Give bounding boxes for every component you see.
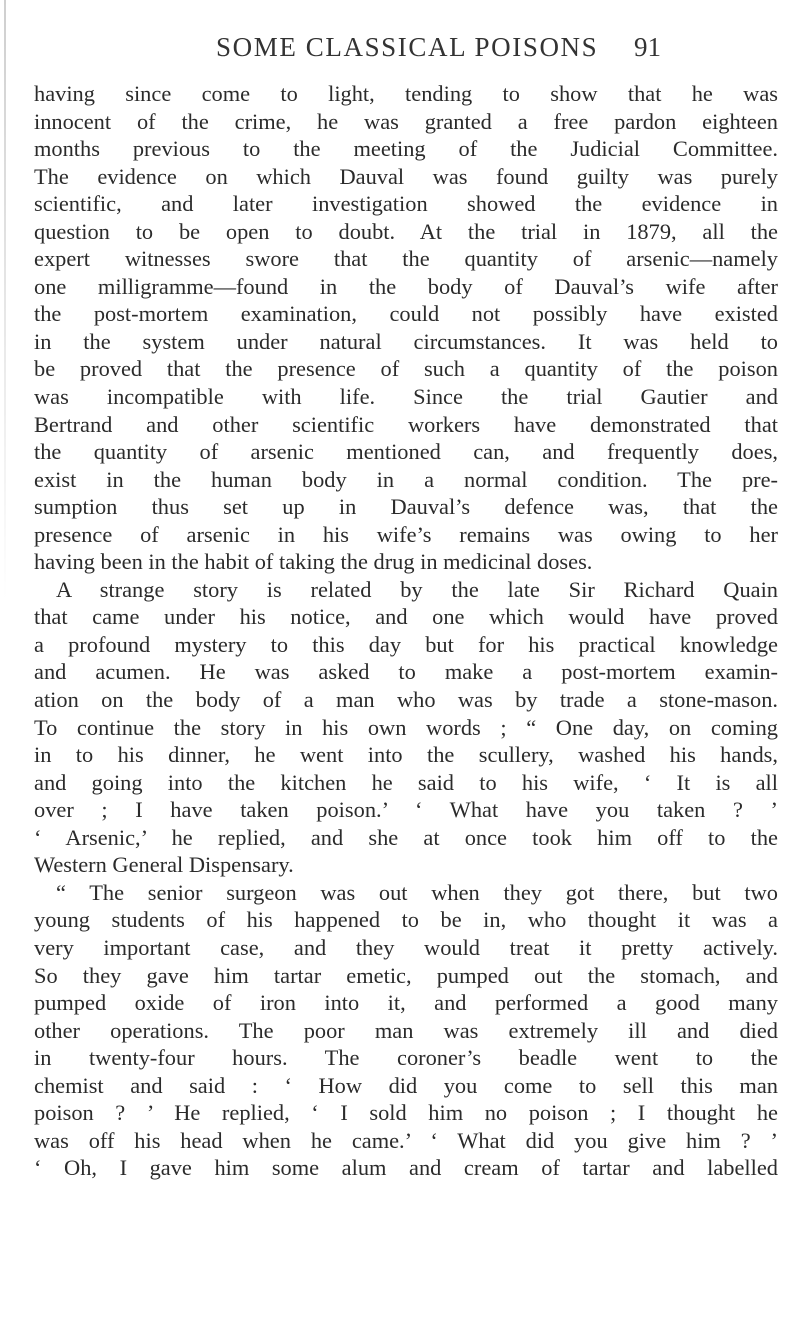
text-line: ‘ Arsenic,’ he replied, and she at once took him off to the xyxy=(34,824,778,850)
page-number: 91 xyxy=(634,32,661,62)
text-line: poison ? ’ He replied, ‘ I sold him no poison ; I thought he xyxy=(34,1100,778,1126)
text-line: other operations. The poor man was extremely ill and died xyxy=(34,1017,778,1043)
page-header xyxy=(0,30,800,70)
text-line: ‘ Oh, I gave him some alum and cream of tartar and labelled xyxy=(34,1155,778,1181)
text-line: the post-mortem examination, could not possibly have existed xyxy=(34,301,778,327)
text-line: young students of his happened to be in, who thought it was a xyxy=(34,907,778,933)
text-line: and going into the kitchen he said to his wife, ‘ It is all xyxy=(34,769,778,795)
page-edge-shadow xyxy=(4,0,6,600)
text-line: having since come to light, tending to show that he was xyxy=(34,81,778,106)
text-line: chemist and said : ‘ How did you come to sell this man xyxy=(34,1072,778,1098)
text-line: over ; I have taken poison.’ ‘ What have you taken ? ’ xyxy=(34,797,778,823)
text-line: a profound mystery to this day but for his practical knowledge xyxy=(34,631,778,657)
text-line: Bertrand and other scientific workers have demonstrated that xyxy=(34,411,778,437)
text-line: one milligramme—found in the body of Dauval’s wife after xyxy=(34,273,778,299)
text-line: that came under his notice, and one which would have proved xyxy=(34,604,778,630)
text-line: The evidence on which Dauval was found guilty was purely xyxy=(34,163,778,189)
text-line: So they gave him tartar emetic, pumped out the stomach, and xyxy=(34,962,778,988)
text-line: A strange story is related by the late Sir Richard Quain xyxy=(56,576,778,602)
text-line: To continue the story in his own words ; “ One day, on coming xyxy=(34,714,778,740)
text-line: exist in the human body in a normal condition. The pre- xyxy=(34,466,778,492)
text-line: in to his dinner, he went into the scullery, washed his hands, xyxy=(34,742,778,768)
text-line: question to be open to doubt. At the trial in 1879, all the xyxy=(34,218,778,244)
text-line: very important case, and they would treat it pretty actively. xyxy=(34,934,778,960)
text-line: having been in the habit of taking the drug in medicinal doses. xyxy=(34,549,593,575)
text-line: presence of arsenic in his wife’s remains was owing to her xyxy=(34,521,778,547)
text-line: expert witnesses swore that the quantity of arsenic—namely xyxy=(34,246,778,272)
text-line: ation on the body of a man who was by trade a stone-mason. xyxy=(34,687,778,713)
text-line: was off his head when he came.’ ‘ What did you give him ? ’ xyxy=(34,1127,778,1153)
text-line: was incompatible with life. Since the trial Gautier and xyxy=(34,384,778,410)
text-line: pumped oxide of iron into it, and performed a good many xyxy=(34,990,778,1016)
text-line: be proved that the presence of such a quantity of the poison xyxy=(34,356,778,382)
text-line: in twenty-four hours. The coroner’s beadle went to the xyxy=(34,1045,778,1071)
text-line: scientific, and later investigation showed the evidence in xyxy=(34,191,778,217)
text-line: the quantity of arsenic mentioned can, and frequently does, xyxy=(34,439,778,465)
text-line: and acumen. He was asked to make a post-mortem examin- xyxy=(34,659,778,685)
text-line: “ The senior surgeon was out when they got there, but two xyxy=(56,879,778,905)
body-text xyxy=(34,80,778,1182)
text-line: innocent of the crime, he was granted a free pardon eighteen xyxy=(34,108,778,134)
running-title: SOME CLASSICAL POISONS xyxy=(216,32,599,62)
text-line: months previous to the meeting of the Judicial Committee. xyxy=(34,136,778,162)
text-line: in the system under natural circumstances. It was held to xyxy=(34,328,778,354)
text-line: Western General Dispensary. xyxy=(34,852,294,878)
text-line: sumption thus set up in Dauval’s defence was, that the xyxy=(34,494,778,520)
